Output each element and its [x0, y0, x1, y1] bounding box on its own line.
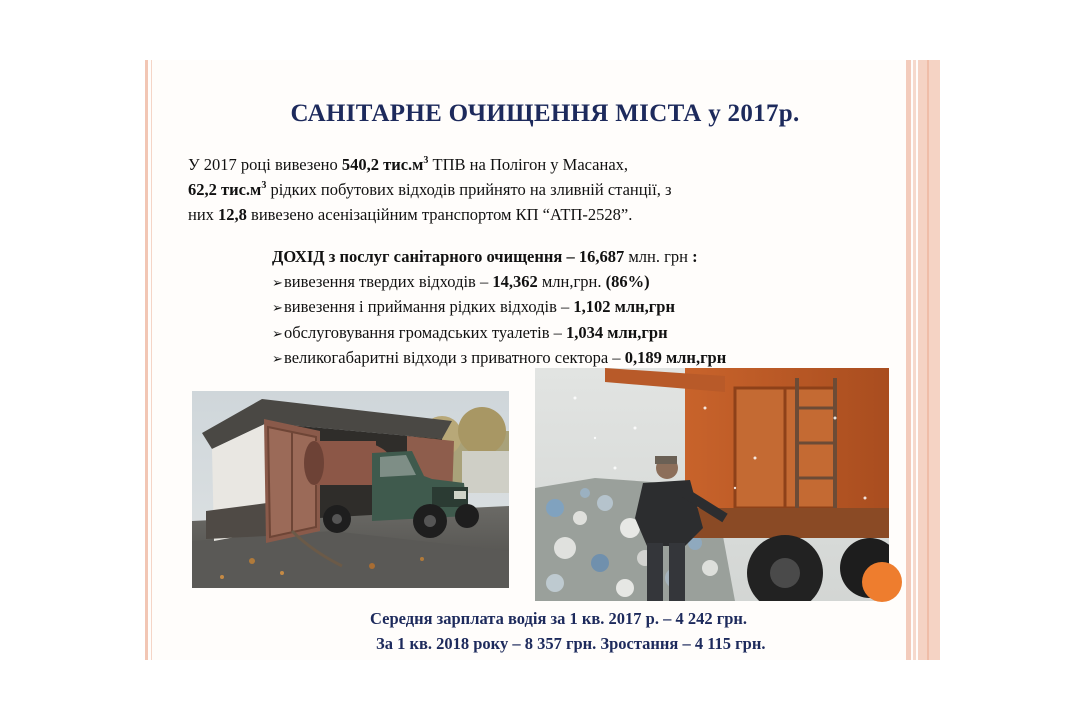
- income-item-value: 1,102 млн,грн: [573, 297, 675, 316]
- intro-line-1: [188, 152, 908, 177]
- slide-title: САНІТАРНЕ ОЧИЩЕННЯ МІСТА у 2017р.: [290, 100, 800, 127]
- income-item-value: 14,362: [492, 271, 538, 291]
- intro-text: ТПВ на Полігон у Масанах,: [428, 155, 629, 174]
- income-item-label: обслуговування громадських туалетів –: [284, 322, 567, 342]
- superscript: 3: [423, 155, 429, 166]
- photo-garage-tank-truck: [192, 391, 509, 588]
- income-item: [272, 295, 922, 321]
- salary-line-2018: За 1 кв. 2018 року – 8 357 грн. Зростання – 4 115 грн.: [376, 634, 766, 653]
- arrow-bullet-icon: ➢: [272, 325, 283, 341]
- intro-text: вивезено асенізаційним транспортом КП “АТП-2528”.: [246, 205, 633, 224]
- intro-line-2: [188, 177, 908, 202]
- salary-line-2017: Середня зарплата водія за 1 кв. 2017 р. – 4 242 грн.: [370, 609, 748, 628]
- intro-volume-transported: 12,8: [218, 205, 247, 224]
- income-heading-colon: :: [692, 247, 698, 266]
- intro-volume-liquid: 62,2 тис.м: [188, 180, 262, 199]
- intro-line-3: [188, 202, 908, 227]
- income-item-label: вивезення твердих відходів –: [284, 271, 493, 291]
- income-block: [272, 245, 922, 372]
- income-heading-unit: млн. грн: [624, 247, 693, 266]
- salary-block: [150, 606, 940, 656]
- arrow-bullet-icon: ➢: [272, 274, 283, 290]
- intro-text: них: [188, 205, 219, 224]
- photo-garbage-truck-landfill: [535, 368, 889, 601]
- intro-paragraph: [188, 152, 908, 227]
- left-border-stripe: [145, 60, 148, 660]
- income-item-label: вивезення і приймання рідких відходів –: [284, 297, 574, 316]
- arrow-bullet-icon: ➢: [272, 351, 283, 366]
- income-item: [272, 321, 922, 347]
- income-item-value: 1,034 млн,грн: [566, 322, 668, 342]
- income-item-value: 0,189 млн,грн: [624, 348, 727, 367]
- income-heading-text: ДОХІД з послуг санітарного очищення – 16,687: [272, 247, 625, 266]
- income-item-share: (86%): [605, 271, 650, 291]
- income-item-unit: млн,грн.: [537, 271, 606, 291]
- arrow-bullet-icon: ➢: [272, 300, 283, 315]
- income-item-label: великогабаритні відходи з приватного сектора –: [284, 348, 625, 367]
- superscript: 3: [261, 180, 267, 191]
- intro-text: рідких побутових відходів прийнято на зливній станції, з: [266, 180, 672, 199]
- orange-circle-decoration: [862, 562, 902, 602]
- intro-text: У 2017 році вивезено: [188, 155, 342, 174]
- right-border-line: [927, 60, 929, 660]
- left-border-stripe-thin: [151, 60, 152, 660]
- income-item: [272, 270, 922, 296]
- intro-volume-solid: 540,2 тис.м: [341, 155, 424, 174]
- income-heading: [272, 245, 922, 270]
